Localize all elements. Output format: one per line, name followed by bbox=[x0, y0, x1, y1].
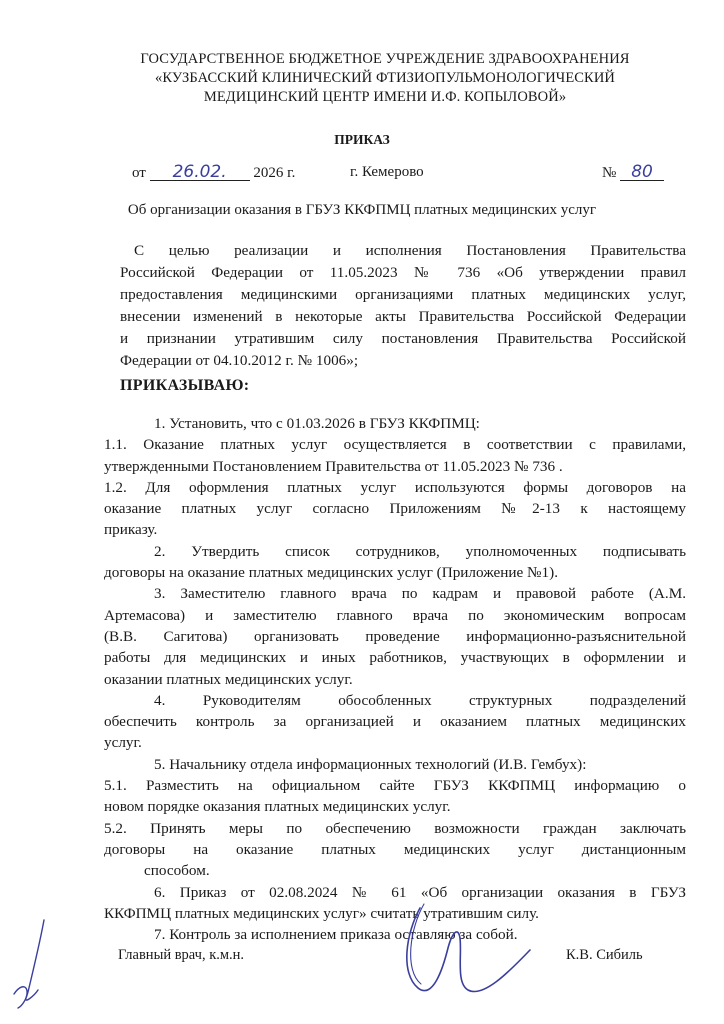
body-line: ККФПМЦ платных медицинских услуг» считать утратившим силу. bbox=[104, 904, 539, 922]
preamble bbox=[120, 240, 686, 372]
org-line-1: ГОСУДАРСТВЕННОЕ БЮДЖЕТНОЕ УЧРЕЖДЕНИЕ ЗДРАВООХРАНЕНИЯ bbox=[140, 51, 630, 67]
body-line: 7. Контроль за исполнением приказа оставляю за собой. bbox=[154, 926, 518, 944]
date-field bbox=[132, 164, 295, 182]
order-body bbox=[104, 413, 686, 945]
date-prefix: от bbox=[132, 165, 146, 181]
preamble-line: и признании утратившим силу постановления Правительства Российской bbox=[120, 330, 686, 347]
approval-initials-image bbox=[4, 912, 74, 1012]
body-line: услуг. bbox=[104, 734, 142, 752]
body-line: 5. Начальнику отдела информационных технологий (И.В. Гембух): bbox=[154, 755, 587, 773]
preamble-line: внесении изменений в некоторые акты Правительства Российской Федерации bbox=[120, 308, 686, 325]
handwritten-number: 80 bbox=[620, 164, 664, 181]
body-line: (В.В. Сагитова) организовать проведение информационно-разъяснительной bbox=[104, 627, 686, 645]
city: г. Кемерово bbox=[350, 164, 424, 180]
body-line: работы для медицинских и иных работников, участвующих в оформлении и bbox=[104, 649, 686, 667]
organization-header bbox=[120, 50, 650, 107]
body-line: способом. bbox=[144, 862, 210, 880]
body-line: 6. Приказ от 02.08.2024 № 61 «Об организации оказания в ГБУЗ bbox=[154, 883, 686, 901]
org-line-3: МЕДИЦИНСКИЙ ЦЕНТР ИМЕНИ И.Ф. КОПЫЛОВОЙ» bbox=[203, 89, 567, 105]
signatory-name: К.В. Сибиль bbox=[566, 947, 643, 963]
signatory-position: Главный врач, к.м.н. bbox=[118, 947, 245, 963]
document-type: ПРИКАЗ bbox=[334, 132, 390, 147]
order-number-field bbox=[602, 164, 664, 182]
body-line: 4. Руководителям обособленных структурных подразделений bbox=[154, 691, 686, 709]
body-line: 5.2. Принять меры по обеспечению возможности граждан заключать bbox=[104, 819, 686, 837]
preamble-line: Российской Федерации от 11.05.2023 № 736 «Об утверждении правил bbox=[120, 264, 686, 281]
body-line: приказу. bbox=[104, 521, 158, 539]
preamble-line: предоставления медицинскими организациями платных медицинских услуг, bbox=[120, 286, 686, 303]
preamble-line: С целью реализации и исполнения Постановления Правительства bbox=[134, 242, 686, 259]
body-line: 1. Установить, что с 01.03.2026 в ГБУЗ ККФПМЦ: bbox=[154, 415, 480, 432]
date-year: 2026 г. bbox=[253, 165, 296, 181]
body-line: Артемасова) и заместителю главного врача по экономическим вопросам bbox=[104, 606, 686, 624]
body-line: 3. Заместителю главного врача по кадрам и правовой работе (А.М. bbox=[154, 585, 686, 603]
body-line: оказании платных медицинских услуг. bbox=[104, 670, 353, 688]
body-line: 5.1. Разместить на официальном сайте ГБУЗ ККФПМЦ информацию о bbox=[104, 777, 686, 795]
body-line: оказание платных услуг согласно Приложениям №2-13 к настоящему bbox=[104, 500, 686, 518]
order-subject: Об организации оказания в ГБУЗ ККФПМЦ платных медицинских услуг bbox=[127, 202, 597, 218]
body-line: 2. Утвердить список сотрудников, уполномоченных подписывать bbox=[154, 542, 686, 560]
org-line-2: «КУЗБАССКИЙ КЛИНИЧЕСКИЙ ФТИЗИОПУЛЬМОНОЛОГИЧЕСКИЙ bbox=[155, 70, 615, 86]
body-line: утвержденными Постановлением Правительства от 11.05.2023 № 736 . bbox=[104, 457, 563, 475]
body-line: 1.2. Для оформления платных услуг используются формы договоров на bbox=[104, 478, 686, 496]
body-line: договоры на оказание платных медицинских услуг (Приложение №1). bbox=[104, 564, 558, 582]
order-heading: ПРИКАЗЫВАЮ: bbox=[120, 377, 250, 394]
body-line: новом порядке оказания платных медицинских услуг. bbox=[104, 798, 451, 816]
body-line: 1.1. Оказание платных услуг осуществляется в соответствии с правилами, bbox=[104, 436, 686, 454]
body-line: обеспечить контроль за организацией и оказанием платных медицинских bbox=[104, 713, 686, 731]
number-sign: № bbox=[602, 165, 617, 181]
handwritten-date: 26.02. bbox=[150, 164, 250, 181]
signature-image bbox=[388, 878, 538, 1008]
body-line: договоры на оказание платных медицинских услуг дистанционным bbox=[104, 840, 686, 858]
preamble-line: Федерации от 04.10.2012 г. № 1006»; bbox=[120, 352, 359, 369]
